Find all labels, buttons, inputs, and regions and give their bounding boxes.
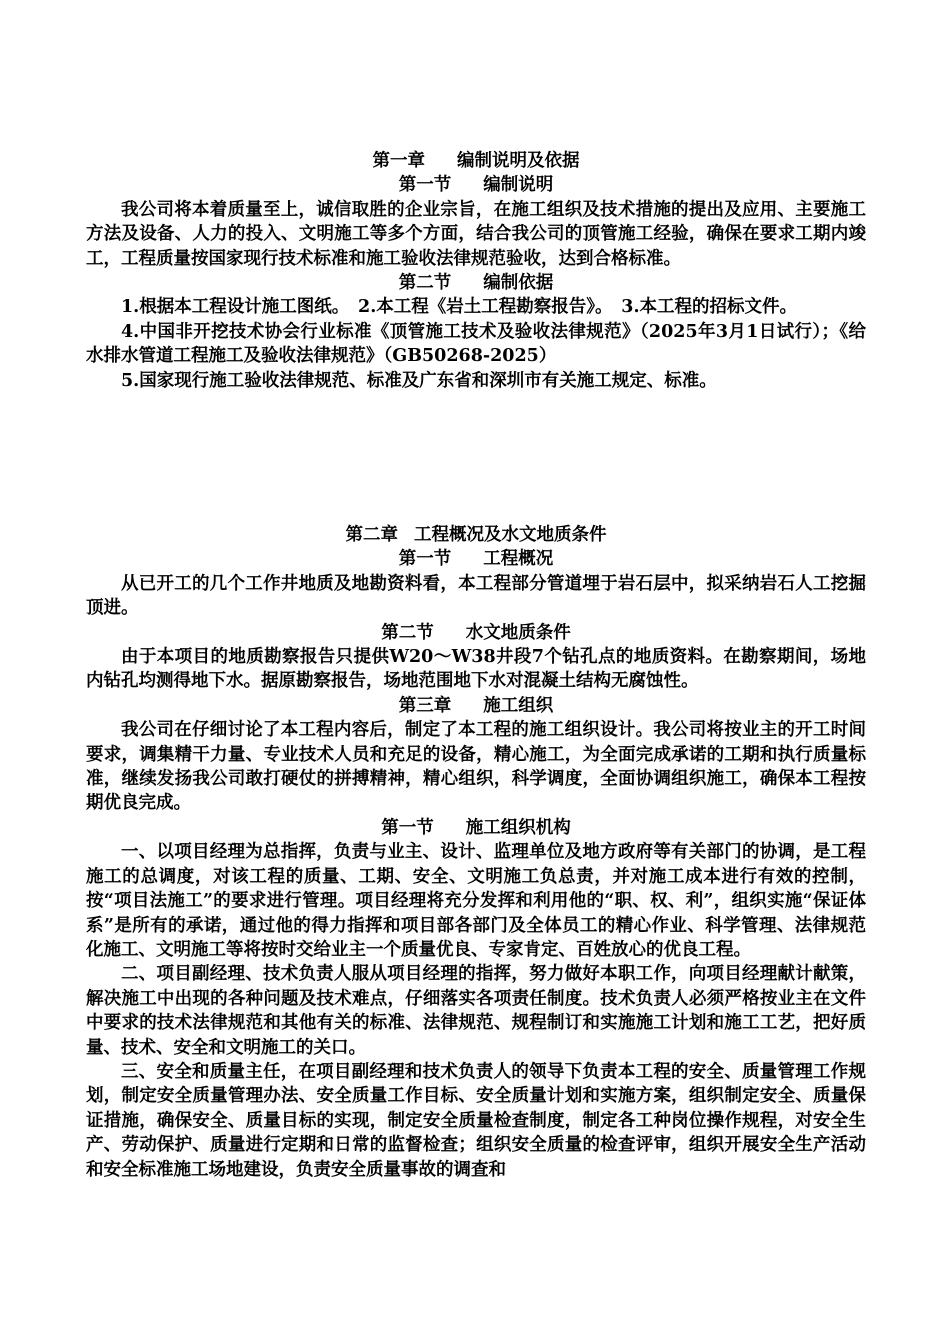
chapter-1-number: 第一章 [372,151,425,171]
paragraph: 5.国家现行施工验收法律规范、标准及广东省和深圳市有关施工规定、标准。 [121,370,717,391]
chapter-3-number: 第三章 [398,695,452,716]
paragraph: 1.根据本工程设计施工图纸。 2.本工程《岩土工程勘察报告》。 3.本工程的招标文件。 [121,297,798,318]
section-name: 施工组织机构 [465,817,571,838]
section-name: 编制说明 [483,175,554,196]
paragraph: 一、以项目经理为总指挥，负责与业主、设计、监理单位及地方政府等有关部门的协调，是工程施工的总调度，对该工程的质量、工期、安全、文明施工负总责，并对施工成本进行有效的控制，按“项目法施工”的要求进行管理。项目经理将充分发挥和利用他的“职、权、利”，组织实施“保证体系”是所有的承诺，通过他的得力指挥和项目部各部门及全体员工的精心作业、科学管理、法律规范化施工、文明施工等将按时交给业主一个质量优良、专家肯定、百姓放心的优良工程。 [86,842,866,960]
chapter-1-name: 编制说明及依据 [457,151,580,171]
section-number: 第一节 [398,175,452,196]
chapter-2-section-2-title [86,621,866,645]
chapter-3-name: 施工组织 [483,695,554,716]
chapter-2-section-1-title [86,547,866,571]
chapter-1-section-2-title [86,271,866,295]
section-name: 工程概况 [483,549,554,570]
paragraph: 我公司在仔细讨论了本工程内容后，制定了本工程的施工组织设计。我公司将按业主的开工时间要求，调集精干力量、专业技术人员和充足的设备，精心施工，为全面完成承诺的工期和执行质量标准，继续发扬我公司敢打硬仗的拼搏精神，精心组织，科学调度，全面协调组织施工，确保本工程按期优良完成。 [86,720,866,814]
section-number: 第一节 [381,817,434,838]
section-name: 编制依据 [483,273,554,294]
paragraph: 4.中国非开挖技术协会行业标准《顶管施工技术及验收法律规范》（2025年3月1日试行）；《给水排水管道工程施工及验收法律规范》（GB50268-2025） [86,321,866,367]
chapter-1-section-1-title [86,173,866,197]
chapter-2-name: 工程概况及水文地质条件 [414,525,607,545]
paragraph: 由于本项目的地质勘察报告只提供W20～W38井段7个钻孔点的地质资料。在勘察期间，场地内钻孔均测得地下水。据原勘察报告，场地范围地下水对混凝土结构无腐蚀性。 [86,647,866,692]
chapter-2 [86,523,866,1182]
chapter-2-number: 第二章 [345,525,398,545]
section-number: 第二节 [381,622,434,643]
paragraph: 二、项目副经理、技术负责人服从项目经理的指挥，努力做好本职工作，向项目经理献计献策，解决施工中出现的各种问题及技术难点，仔细落实各项责任制度。技术负责人必须严格按业主在文件中要求的技术法律规范和其他有关的标准、法律规范、规程制订和实施施工计划和施工工艺，把好质量、技术、安全和文明施工的关口。 [86,964,866,1058]
chapter-2-title [86,523,866,547]
paragraph: 从已开工的几个工作井地质及地勘资料看，本工程部分管道埋于岩石层中，拟采纳岩石人工挖掘顶进。 [86,573,866,619]
paragraph: 三、安全和质量主任，在项目副经理和技术负责人的领导下负责本工程的安全、质量管理工作规划，制定安全质量管理办法、安全质量工作目标、安全质量计划和实施方案，组织制定安全、质量保证措施，确保安全、质量目标的实现，制定安全质量检查制度，制定各工种岗位操作规程，对安全生产、劳动保护、质量进行定期和日常的监督检查；组织安全质量的检查评审，组织开展安全生产活动和安全标准施工场地建设，负责安全质量事故的调查和 [86,1061,866,1180]
chapter-1-title [86,149,866,173]
chapter-3-title [86,694,866,718]
paragraph: 我公司将本着质量至上，诚信取胜的企业宗旨，在施工组织及技术措施的提出及应用、主要施工方法及设备、人力的投入、文明施工等多个方面，结合我公司的顶管施工经验，确保在要求工期内竣工，工程质量按国家现行技术标准和施工验收法律规范验收，达到合格标准。 [86,199,866,269]
section-name: 水文地质条件 [465,622,571,643]
chapter-1 [86,149,866,393]
section-number: 第二节 [398,273,452,294]
chapter-3-section-1-title [86,816,866,840]
section-number: 第一节 [398,549,452,570]
